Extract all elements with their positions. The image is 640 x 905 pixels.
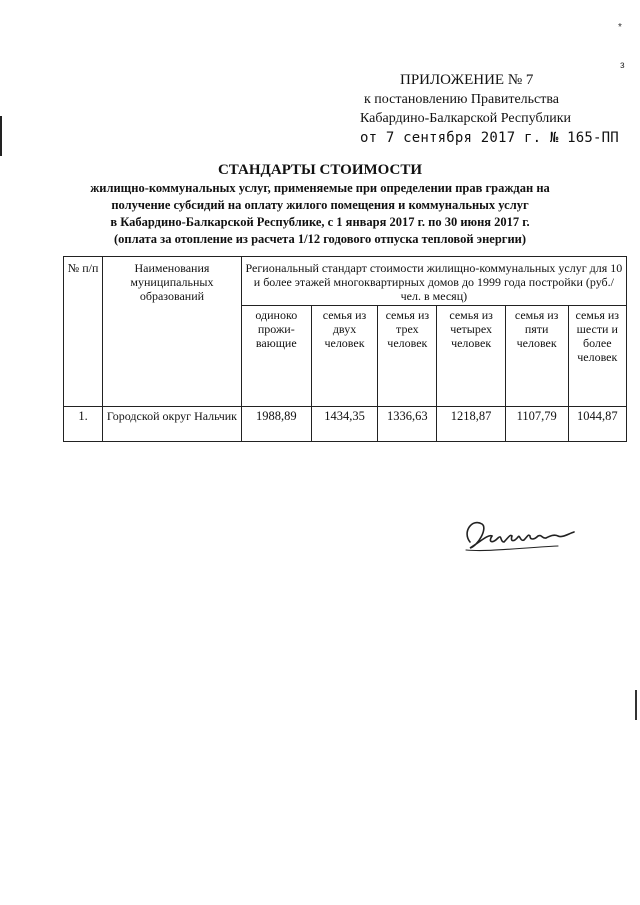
row-value: 1218,87 (437, 407, 505, 442)
row-name: Городской округ Нальчик (103, 407, 242, 442)
col-header-number: № п/п (64, 257, 103, 407)
appendix-title: ПРИЛОЖЕНИЕ № 7 (400, 72, 534, 88)
document-title: СТАНДАРТЫ СТОИМОСТИ (217, 162, 423, 178)
handwritten-signature (458, 512, 578, 558)
row-value: 1434,35 (311, 407, 377, 442)
subcol-header: семья из пяти человек (505, 306, 568, 407)
appendix-date-number: от 7 сентября 2017 г. № 165-ПП (360, 130, 619, 146)
table-header-row (64, 257, 627, 306)
row-value: 1336,63 (378, 407, 437, 442)
corner-mark: * (618, 22, 622, 33)
appendix-reference: к постановлению Правительства (364, 92, 560, 107)
page-mark: з (620, 60, 625, 71)
document-subtitle (60, 180, 580, 248)
scan-edge-mark (635, 690, 637, 720)
scan-edge-mark (0, 116, 2, 156)
subcol-header: семья из четырех человек (437, 306, 505, 407)
subtitle-line: в Кабардино-Балкарской Республике, с 1 января 2017 г. по 30 июня 2017 г. (110, 215, 530, 229)
appendix-republic: Кабардино-Балкарской Республики (360, 111, 571, 126)
subcol-header: семья из двух человек (311, 306, 377, 407)
col-header-name: Наименования муниципальных образований (103, 257, 242, 407)
table-row (64, 407, 627, 442)
row-number: 1. (64, 407, 103, 442)
row-value: 1107,79 (505, 407, 568, 442)
standards-table (63, 256, 627, 442)
subcol-header: семья из шести и более человек (568, 306, 626, 407)
subcol-header: одиноко прожи-вающие (241, 306, 311, 407)
subtitle-line: получение субсидий на оплату жилого помещения и коммунальных услуг (111, 198, 529, 212)
subcol-header: семья из трех человек (378, 306, 437, 407)
group-header: Региональный стандарт стоимости жилищно-коммунальных услуг для 10 и более этажей многоквартирных домов до 1999 года постройки (руб./чел. в месяц) (241, 257, 626, 306)
subtitle-line: (оплата за отопление из расчета 1/12 годового отпуска тепловой энергии) (113, 232, 527, 246)
row-value: 1988,89 (241, 407, 311, 442)
subtitle-line: жилищно-коммунальных услуг, применяемые при определении прав граждан на (90, 181, 550, 195)
row-value: 1044,87 (568, 407, 626, 442)
